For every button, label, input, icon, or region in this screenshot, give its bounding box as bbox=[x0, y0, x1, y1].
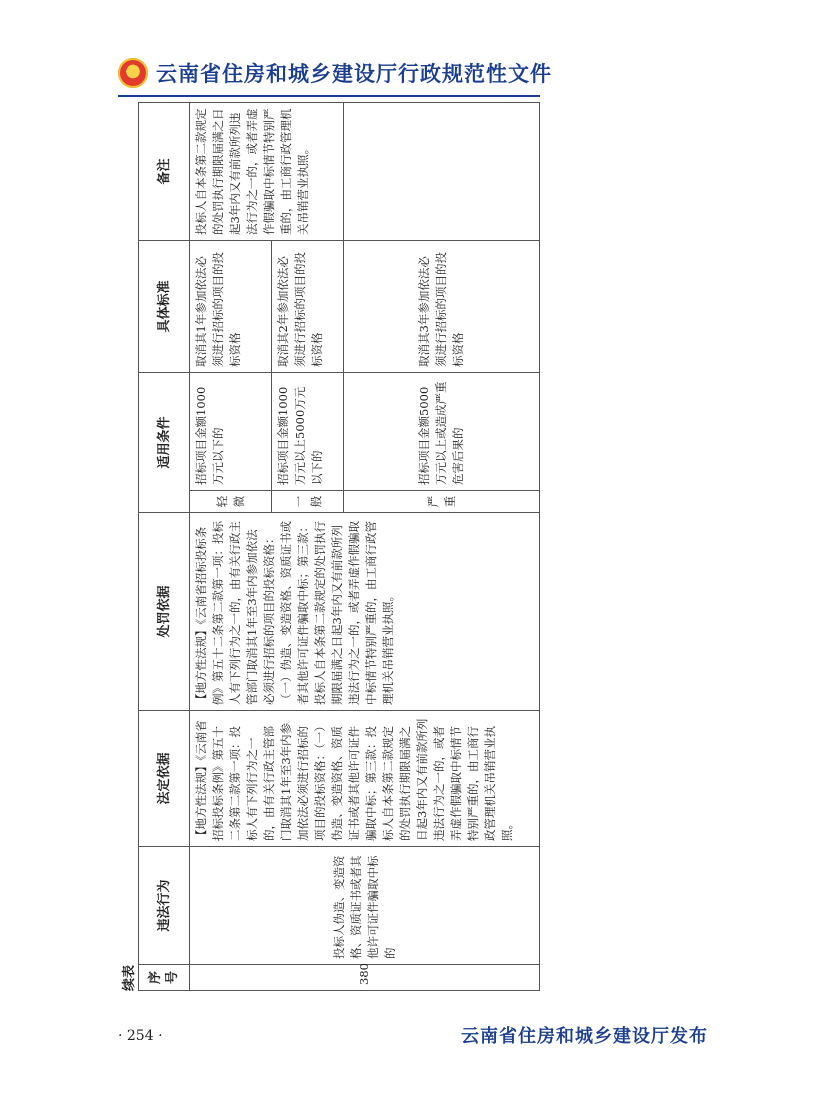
cell-condition-severe: 招标项目金额5000万元以上或造成严重危害后果的 bbox=[344, 372, 540, 490]
header-seq: 序号 bbox=[139, 965, 190, 991]
penalty-table-container bbox=[118, 103, 540, 991]
header-penalty-basis: 处罚依据 bbox=[139, 513, 190, 711]
header-legal-basis: 法定依据 bbox=[139, 711, 190, 847]
header-violation: 违法行为 bbox=[139, 847, 190, 965]
cell-condition-minor: 招标项目金额1000万元以下的 bbox=[190, 372, 272, 490]
header-conditions: 适用条件 bbox=[139, 372, 190, 512]
cell-standard-severe: 取消其3年参加依法必须进行招标的项目的投标资格 bbox=[344, 240, 540, 372]
national-emblem-icon bbox=[118, 58, 148, 88]
header-divider bbox=[118, 95, 540, 97]
cell-condition-general: 招标项目金额1000万元以上5000万元以下的 bbox=[272, 372, 344, 490]
cell-level-severe: 严重 bbox=[344, 491, 540, 513]
cell-remarks-empty bbox=[344, 102, 540, 240]
page-number: · 254 · bbox=[118, 1028, 163, 1044]
cell-standard-general: 取消其2年参加依法必须进行招标的项目的投标资格 bbox=[272, 240, 344, 372]
table-row bbox=[190, 102, 272, 990]
cell-legal-basis: 【地方性法规】《云南省招标投标条例》第五十二条第二款第一项：投标人有下列行为之一的，由有关行政主管部门取消其1年至3年内参加依法必须进行招标的项目的投标资格：（一）伪造、变造资格、资质证书或者其他许可证件骗取中标；第三款：投标人自本条第二款规定的处罚执行期限届满之日起3年内又有前款所列违法行为之一的，或者弄虚作假骗取中标情节特别严重的，由工商行政管理机关吊销营业执照。 bbox=[190, 711, 540, 847]
table-header-row bbox=[139, 102, 190, 990]
header-standard: 具体标准 bbox=[139, 240, 190, 372]
cell-remarks: 投标人自本条第二款规定的处罚执行期限届满之日起3年内又有前款所列违法行为之一的，或者弄虚作假骗取中标情节特别严重的，由工商行政管理机关吊销营业执照。 bbox=[190, 102, 344, 240]
document-header bbox=[118, 58, 552, 88]
cell-penalty-basis: 【地方性法规】《云南省招标投标条例》第五十二条第二款第一项：投标人有下列行为之一的，由有关行政主管部门取消其1年至3年内参加依法必须进行招标的项目的投标资格：（一）伪造、变造资格、资质证书或者其他许可证件骗取中标；第三款：投标人自本条第二款规定的处罚执行期限届满之日起3年内又有前款所列违法行为之一的，或者弄虚作假骗取中标情节特别严重的，由工商行政管理机关吊销营业执照。 bbox=[190, 513, 540, 711]
cell-level-minor: 轻微 bbox=[190, 491, 272, 513]
cell-standard-minor: 取消其1年参加依法必须进行招标的项目的投标资格 bbox=[190, 240, 272, 372]
cell-seq: 380 bbox=[190, 965, 540, 991]
header-title: 云南省住房和城乡建设厅行政规范性文件 bbox=[156, 62, 552, 86]
header-remarks: 备注 bbox=[139, 102, 190, 240]
rotated-table-area bbox=[118, 103, 540, 991]
cell-level-general: 一般 bbox=[272, 491, 344, 513]
cell-violation: 投标人伪造、变造资格、资质证书或者其他许可证件骗取中标的 bbox=[190, 847, 540, 965]
publisher-label: 云南省住房和城乡建设厅发布 bbox=[461, 1026, 708, 1047]
continued-label: 续表 bbox=[122, 964, 137, 991]
penalty-standard-table bbox=[138, 102, 540, 991]
